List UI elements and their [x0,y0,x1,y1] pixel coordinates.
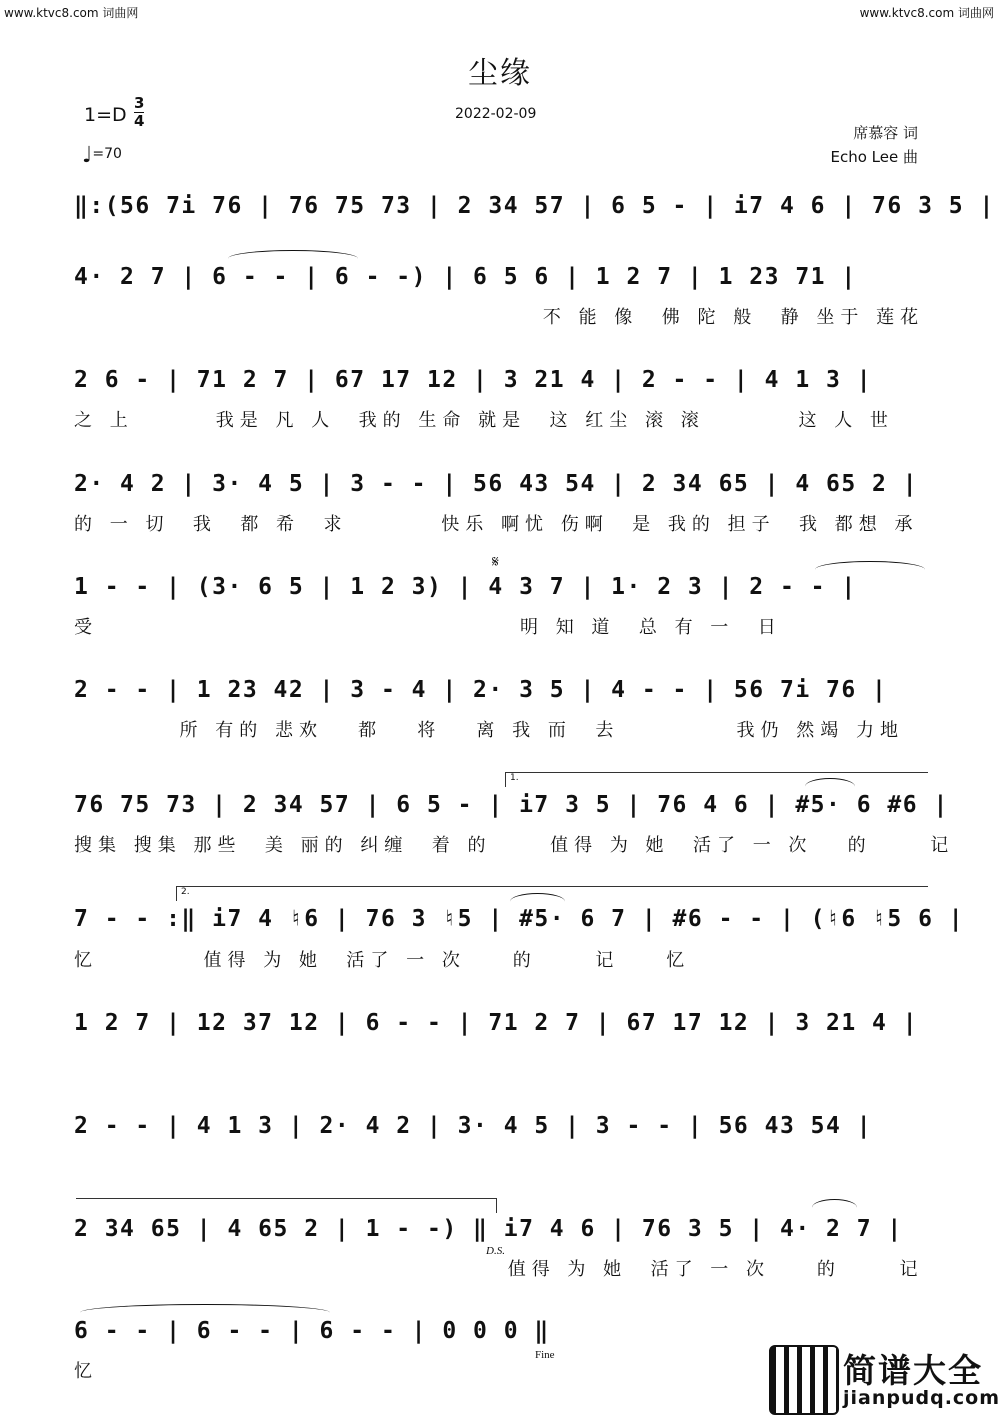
song-title: 尘缘 [468,56,532,91]
volta-2: 2. [176,886,928,901]
system-2-lyrics: 不 能 像 佛 陀 般 静 坐于 莲花 [74,307,925,328]
piano-icon [769,1345,839,1415]
system-3-notes: 2 6 - | 71 2 7 | 67 17 12 | 3 21 4 | 2 - - | 4 1 3 | [74,367,873,393]
fine-mark: Fine [535,1349,555,1361]
lyricist-credit: 席慕容 词 [853,124,918,142]
system-5-lyrics: 受 明 知 道 总 有 一 日 [74,617,782,638]
site-logo [769,1345,1000,1413]
quarter-note-icon: ♩ [82,143,93,168]
system-11-notes: 2 34 65 | 4 65 2 | 1 - -) ‖ i7 4 6 | 76 3 5 | 4· 2 7 | [74,1216,903,1242]
time-signature-bottom: 4 [134,112,145,130]
time-signature-top: 3 [134,94,145,112]
song-date: 2022-02-09 [455,106,537,122]
system-8-lyrics: 忆 值得 为 她 活了 一 次 的 记 忆 [74,950,691,971]
key-signature: 1=D [84,104,127,126]
system-12-notes: 6 - - | 6 - - | 6 - - | 0 0 0 ‖ [74,1318,550,1344]
system-9-notes: 1 2 7 | 12 37 12 | 6 - - | 71 2 7 | 67 17 12 | 3 21 4 | [74,1010,919,1036]
watermark-left: www.ktvc8.com 词曲网 [4,6,139,20]
system-11-lyrics: 值得 为 她 活了 一 次 的 记 [74,1259,924,1280]
logo-domain: jianpudq.com [843,1387,1000,1409]
composer-credit: Echo Lee 曲 [830,148,918,166]
system-12-lyrics: 忆 [74,1361,98,1382]
volta-1: 1. [505,772,928,787]
watermark-right: www.ktvc8.com 词曲网 [859,6,994,20]
time-signature [134,95,144,130]
system-7-lyrics: 搜集 搜集 那些 美 丽的 纠缠 着 的 值得 为 她 活了 一 次 的 记 [74,835,955,856]
tempo-marking [82,143,122,168]
system-3-lyrics: 之 上 我是 凡 人 我的 生命 就是 这 红尘 滚 滚 这 人 世 [74,410,894,431]
segno-mark: 𝄋 [492,552,499,571]
system-7-notes: 76 75 73 | 2 34 57 | 6 5 - | i7 3 5 | 76 4 6 | #5· 6 #6 | [74,792,949,818]
system-4-lyrics: 的 一 切 我 都 希 求 快乐 啊忧 伤啊 是 我的 担子 我 都想 承 [74,514,919,535]
system-5-notes: 1 - - | (3· 6 5 | 1 2 3) | 4 3 7 | 1· 2 3 | 2 - - | [74,574,857,600]
tempo-value: =70 [92,146,122,162]
system-4-notes: 2· 4 2 | 3· 4 5 | 3 - - | 56 43 54 | 2 34 65 | 4 65 2 | [74,471,919,497]
system-6-notes: 2 - - | 1 23 42 | 3 - 4 | 2· 3 5 | 4 - - | 56 7i 76 | [74,677,888,703]
system-2-notes: 4· 2 7 | 6 - - | 6 - -) | 6 5 6 | 1 2 7 | 1 23 71 | [74,264,857,290]
ds-bracket [76,1198,497,1213]
system-6-lyrics: 所 有的 悲欢 都 将 离 我 而 去 我仍 然竭 力地 [74,720,904,741]
system-1-notes: ‖:(56 7i 76 | 76 75 73 | 2 34 57 | 6 5 - | i7 4 6 | 76 3 5 | [74,193,995,219]
system-10-notes: 2 - - | 4 1 3 | 2· 4 2 | 3· 4 5 | 3 - - | 56 43 54 | [74,1113,873,1139]
tie-slur [812,1199,857,1216]
system-8-notes: 7 - - :‖ i7 4 ♮6 | 76 3 ♮5 | #5· 6 7 | #6 - - | (♮6 ♮5 6 | [74,906,965,932]
ds-mark: D.S. [486,1245,505,1257]
logo-brand: 简谱大全 [843,1351,983,1390]
